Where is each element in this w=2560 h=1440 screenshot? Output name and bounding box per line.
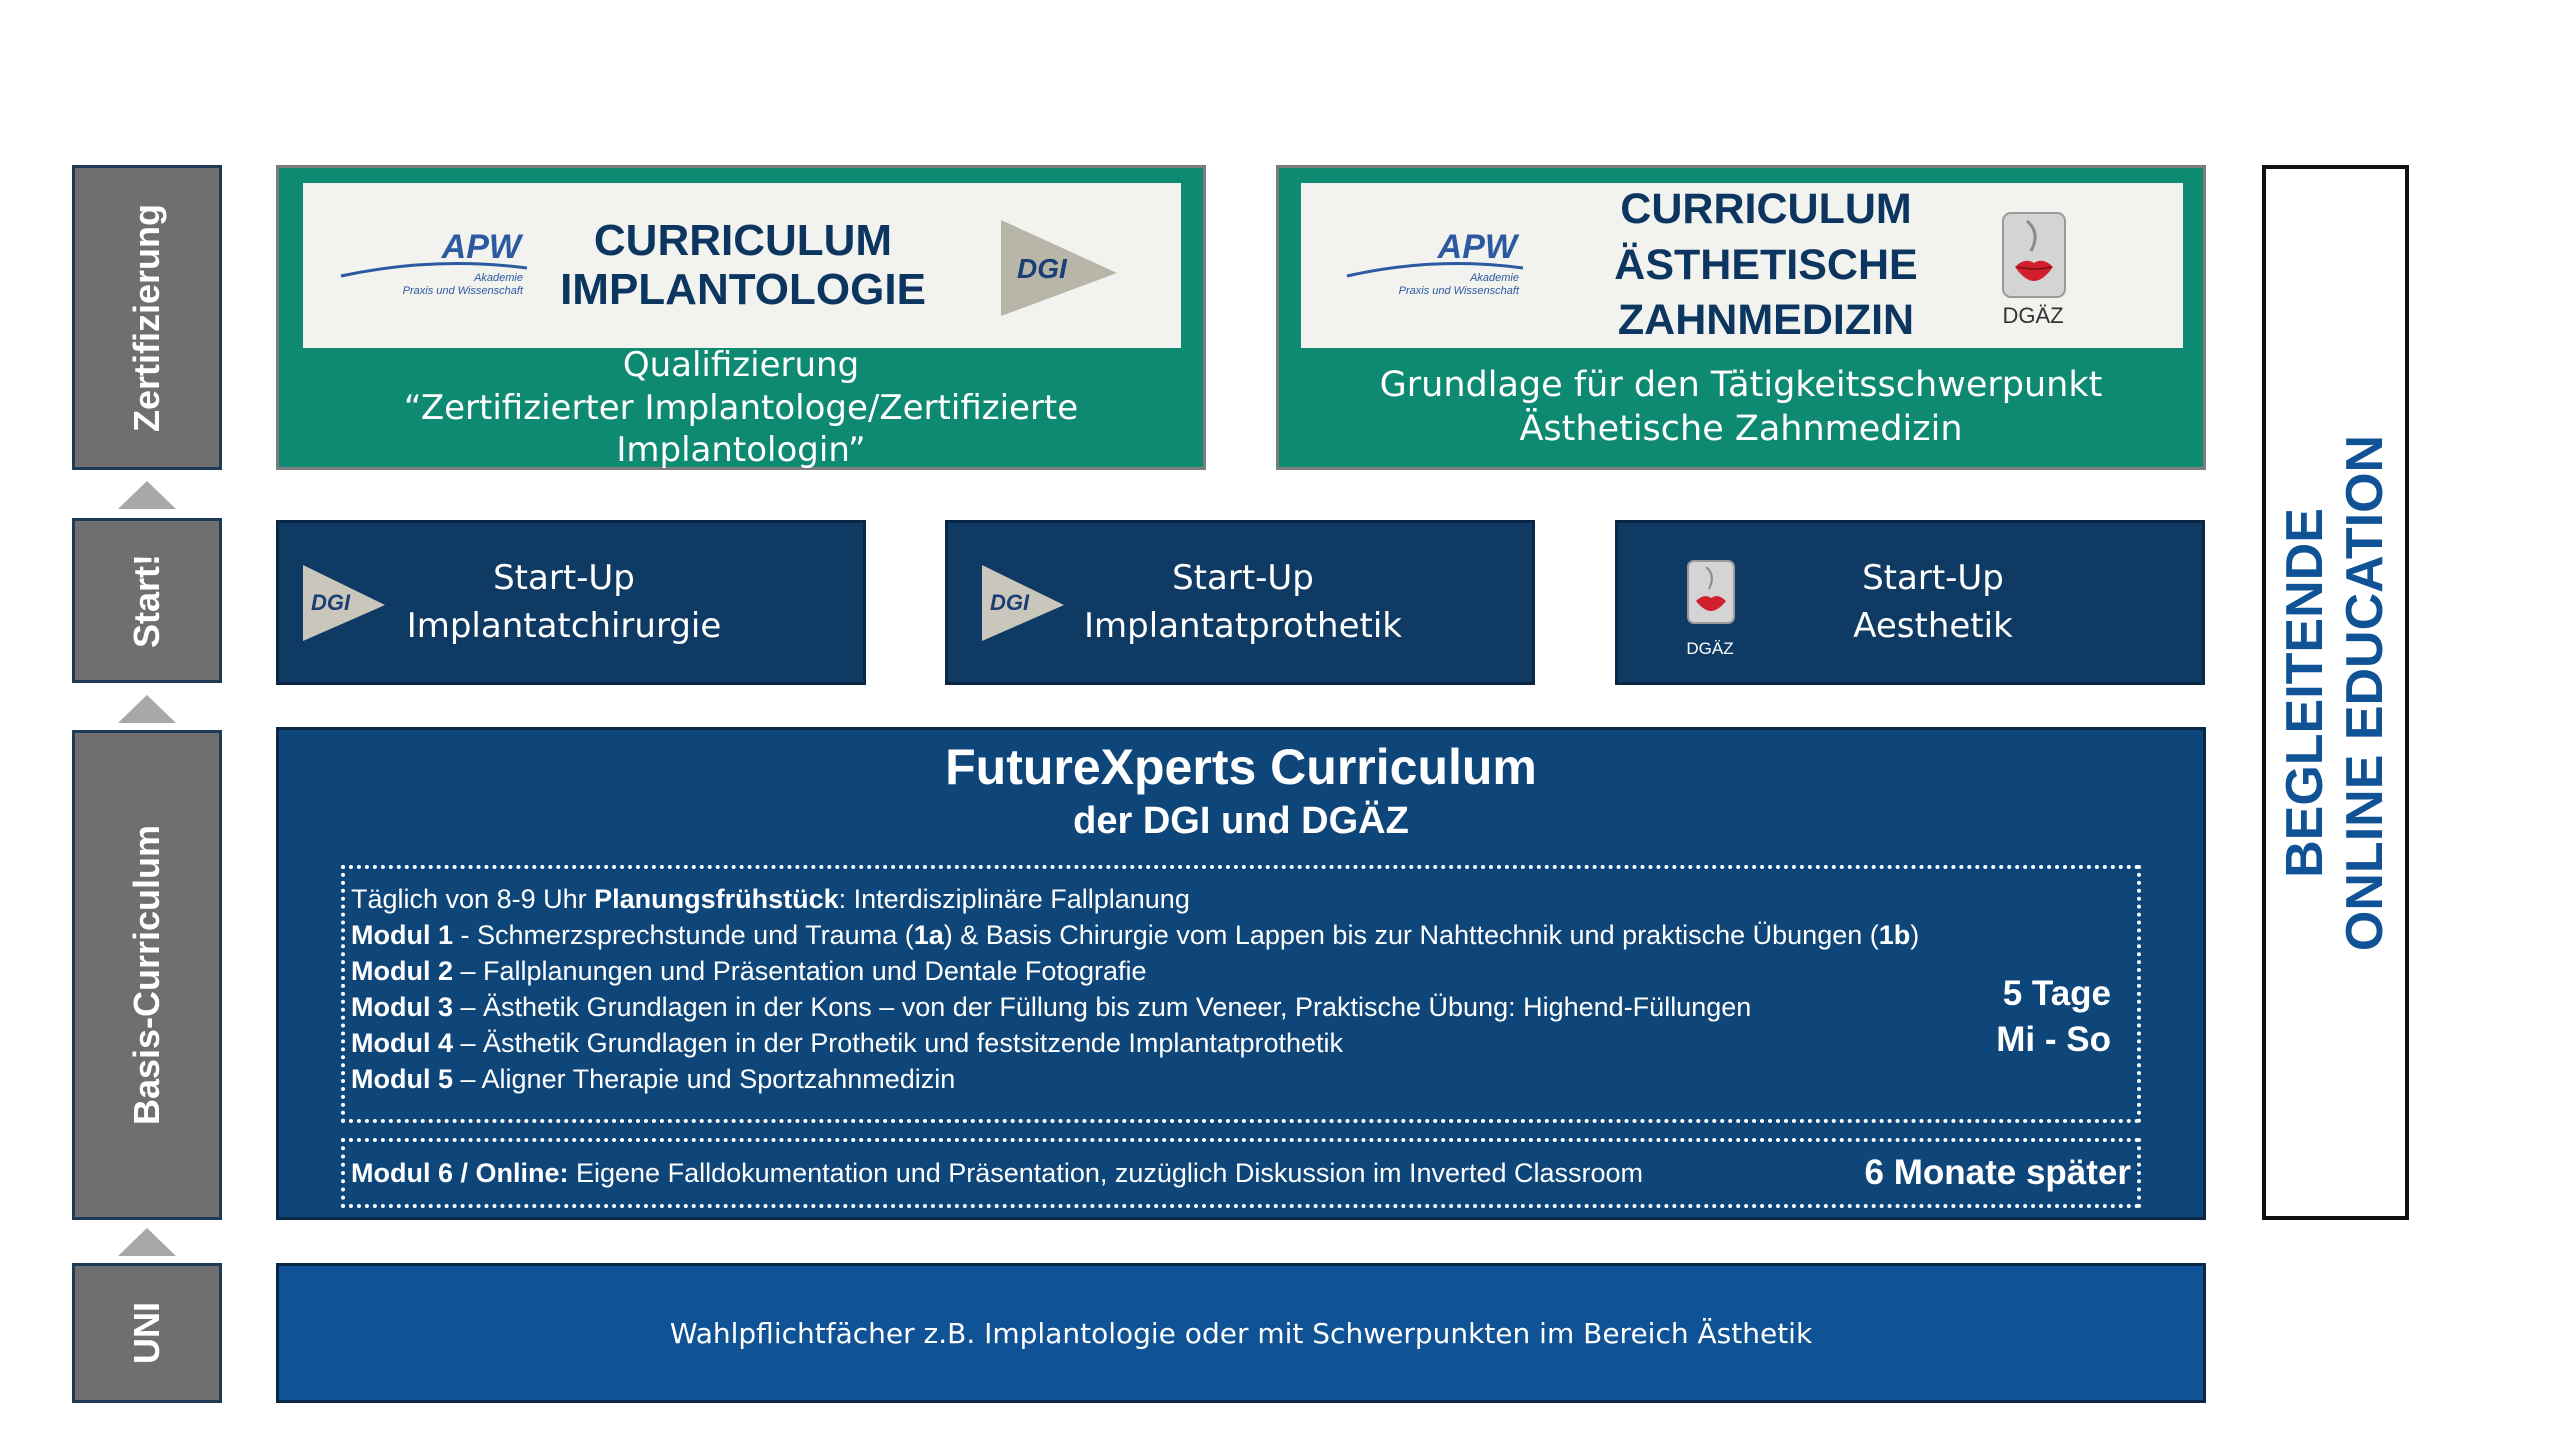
startup-aesthetik — [1615, 520, 2205, 685]
futurexperts-subtitle: der DGI und DGÄZ — [1073, 800, 1409, 842]
stage-start — [72, 518, 222, 683]
startup-line: Start-Up — [493, 558, 635, 598]
startup-label — [1783, 555, 2083, 650]
dgaez-logo — [1680, 559, 1740, 659]
module-line — [351, 989, 1919, 1025]
cert-aesthetik-box — [1276, 165, 2206, 470]
subtitle-line: Ästhetische Zahnmedizin — [1519, 409, 1963, 449]
cert-implantologie-title — [543, 193, 943, 338]
dgaez-logo-text: DGÄZ — [2002, 303, 2064, 328]
module6-label: Modul 6 / Online: — [351, 1158, 569, 1188]
module-line — [351, 917, 1919, 953]
dgi-logo — [297, 563, 389, 643]
apw-logo-subtitle — [403, 272, 523, 298]
stage-zertifizierung — [72, 165, 222, 470]
dgaez-logo — [1993, 211, 2073, 329]
module-label: Modul 1 — [351, 920, 453, 950]
dgi-logo-text: DGI — [311, 590, 351, 615]
dgaez-logo-text: DGÄZ — [1686, 639, 1734, 658]
stage-label-start: Start! — [125, 553, 167, 648]
module6-frame — [341, 1138, 2141, 1208]
intro-pre: Täglich von 8-9 Uhr — [351, 884, 595, 914]
dgi-logo — [976, 563, 1068, 643]
apw-line2: Praxis und Wissenschaft — [1398, 285, 1519, 298]
cert-aesthetik-banner — [1301, 183, 2183, 348]
startup-implantatprothetik — [945, 520, 1535, 685]
modules-frame — [341, 865, 2141, 1123]
stage-uni — [72, 1263, 222, 1403]
startup-line: Start-Up — [1172, 558, 1314, 598]
module-tag: 1a — [913, 920, 944, 950]
apw-line2: Praxis und Wissenschaft — [402, 285, 523, 298]
subtitle-line: Qualifizierung — [622, 345, 860, 386]
title-line: CURRICULUM — [1620, 184, 1912, 233]
module6-text: Eigene Falldokumentation und Präsentation, zuzüglich Diskussion im Inverted Classroom — [568, 1158, 1644, 1188]
apw-logo-name: APW — [441, 228, 521, 266]
module-label: Modul 4 — [351, 1028, 453, 1058]
modules-list — [351, 881, 1919, 1097]
subtitle-line: Grundlage für den Tätigkeitsschwerpunkt — [1379, 365, 2103, 406]
startup-line: Implantatchirurgie — [406, 605, 722, 646]
online-education-label — [2276, 434, 2396, 950]
online-line: ONLINE EDUCATION — [2335, 434, 2394, 951]
stage-basis-curriculum — [72, 730, 222, 1220]
apw-logo-subtitle — [1399, 272, 1519, 298]
uni-text: Wahlpflichtfächer z.B. Implantologie oder mit Schwerpunkten im Bereich Ästhetik — [669, 1316, 1813, 1350]
cert-implantologie-banner — [303, 183, 1181, 348]
module-text: – Aligner Therapie und Sportzahnmedizin — [453, 1064, 956, 1094]
module6-line — [351, 1155, 1643, 1191]
duration-label — [1996, 971, 2111, 1063]
module-text: ) & Basis Chirurgie vom Lappen bis zur Nahttechnik und praktische Übungen ( — [943, 920, 1879, 950]
online-line: BEGLEITENDE — [2275, 507, 2334, 878]
title-line: ZAHNMEDIZIN — [1617, 296, 1915, 345]
title-line: CURRICULUM — [593, 216, 893, 266]
stage-label-zertifizierung: Zertifizierung — [126, 203, 168, 432]
startup-label — [399, 555, 729, 650]
uni-box — [276, 1263, 2206, 1403]
module-tag: 1b — [1878, 920, 1911, 950]
module-text: - Schmerzsprechstunde und Trauma ( — [453, 920, 914, 950]
cert-implantologie-box — [276, 165, 1206, 470]
arrow-up-icon — [118, 695, 176, 723]
startup-line: Aesthetik — [1853, 605, 2013, 646]
apw-logo — [339, 228, 529, 303]
subtitle-line: “Zertifizierter Implantologe/Zertifizierte Implantologin” — [403, 387, 1079, 471]
futurexperts-title: FutureXperts Curriculum — [945, 739, 1537, 795]
apw-line1: Akademie — [1470, 272, 1519, 284]
module-label: Modul 3 — [351, 992, 453, 1022]
duration-weekdays: Mi - So — [1996, 1020, 2111, 1059]
cert-implantologie-subtitle — [279, 345, 1203, 471]
apw-logo — [1345, 228, 1525, 303]
module-line — [351, 953, 1919, 989]
stage-label-uni: UNI — [126, 1302, 167, 1364]
startup-label — [1073, 555, 1413, 650]
duration-days: 5 Tage — [2002, 974, 2111, 1013]
online-education-box — [2262, 165, 2409, 1220]
arrow-up-icon — [118, 481, 176, 509]
module-text: – Ästhetik Grundlagen in der Kons – von der Füllung bis zum Veneer, Praktische Übung: Highend-Füllungen — [453, 992, 1752, 1022]
intro-post: : Interdisziplinäre Fallplanung — [838, 884, 1190, 914]
apw-logo-name: APW — [1437, 228, 1517, 266]
futurexperts-box — [276, 727, 2206, 1220]
module-text: – Fallplanungen und Präsentation und Dentale Fotografie — [453, 956, 1147, 986]
intro-line — [351, 881, 1919, 917]
dgi-logo — [993, 218, 1123, 318]
apw-line1: Akademie — [474, 272, 523, 284]
module-line — [351, 1025, 1919, 1061]
stage-label-basis: Basis-Curriculum — [126, 824, 168, 1126]
dgi-logo-text: DGI — [1017, 253, 1067, 284]
startup-line: Implantatprothetik — [1084, 605, 1402, 646]
intro-bold: Planungsfrühstück — [594, 884, 839, 914]
title-line: ÄSTHETISCHE — [1614, 240, 1918, 289]
lips-icon — [2001, 211, 2067, 299]
module-line — [351, 1061, 1919, 1097]
cert-aesthetik-subtitle — [1279, 353, 2203, 463]
startup-line: Start-Up — [1862, 558, 2004, 598]
dgi-logo-text: DGI — [990, 590, 1030, 615]
title-line: IMPLANTOLOGIE — [560, 264, 926, 314]
module-label: Modul 2 — [351, 956, 453, 986]
module-text: ) — [1910, 920, 1920, 950]
module6-time: 6 Monate später — [1864, 1153, 2131, 1192]
lips-icon — [1686, 559, 1736, 625]
startup-implantatchirurgie — [276, 520, 866, 685]
module-text: – Ästhetik Grundlagen in der Prothetik und festsitzende Implantatprothetik — [453, 1028, 1344, 1058]
module-label: Modul 5 — [351, 1064, 453, 1094]
arrow-up-icon — [118, 1228, 176, 1256]
cert-aesthetik-title — [1551, 183, 1981, 348]
